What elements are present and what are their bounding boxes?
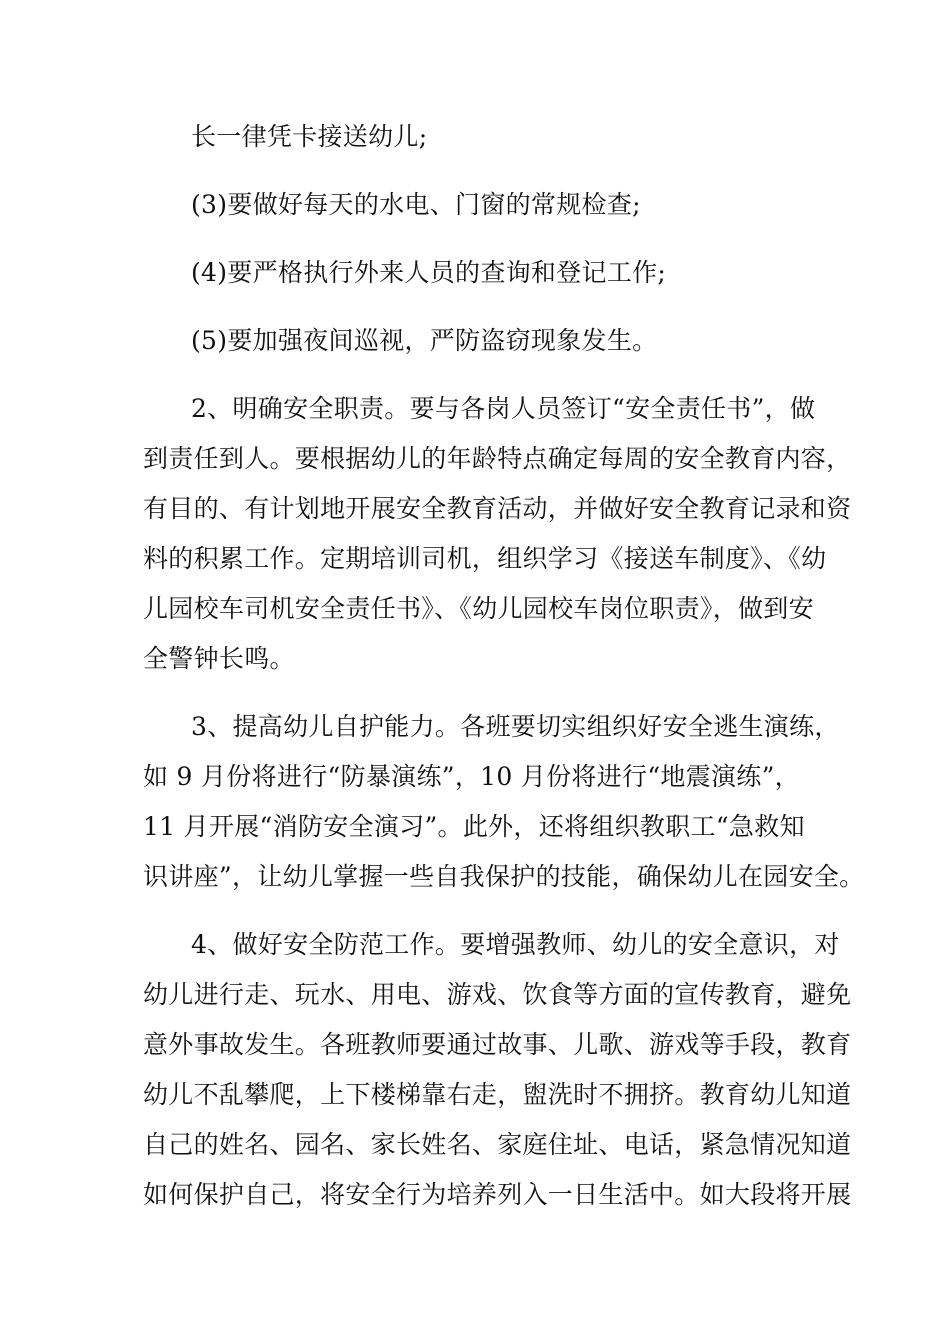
paragraph-2-line-1: 2、明确安全职责。要与各岗人员签订“安全责任书”，做: [191, 394, 816, 423]
list-item-5: (5)要加强夜间巡视，严防盗窃现象发生。: [191, 326, 658, 355]
paragraph-4-line-1: 4、做好安全防范工作。要增强教师、幼儿的安全意识，对: [191, 930, 840, 959]
paragraph-4-line-6: 如何保护自己，将安全行为培养列入一日生活中。如大段将开展: [143, 1180, 852, 1209]
paragraph-2-line-4: 料的积累工作。定期培训司机，组织学习《接送车制度》、《幼: [143, 544, 827, 573]
list-item-4: (4)要严格执行外来人员的查询和登记工作;: [191, 258, 667, 287]
paragraph-4-line-4: 幼儿不乱攀爬，上下楼梯靠右走，盥洗时不拥挤。教育幼儿知道: [143, 1080, 852, 1109]
paragraph-2-line-2: 到责任到人。要根据幼儿的年龄特点确定每周的安全教育内容，: [143, 444, 852, 473]
paragraph-4-line-2: 幼儿进行走、玩水、用电、游戏、饮食等方面的宣传教育，避免: [143, 980, 852, 1009]
paragraph-4-line-3: 意外事故发生。各班教师要通过故事、儿歌、游戏等手段，教育: [143, 1030, 852, 1059]
list-item-3: (3)要做好每天的水电、门窗的常规检查;: [191, 190, 641, 219]
paragraph-4-line-5: 自己的姓名、园名、家长姓名、家庭住址、电话，紧急情况知道: [143, 1130, 852, 1159]
paragraph-3-line-1: 3、提高幼儿自护能力。各班要切实组织好安全逃生演练，: [191, 712, 840, 741]
paragraph-2-line-6: 全警钟长鸣。: [143, 644, 295, 673]
paragraph-3-line-4: 识讲座”，让幼儿掌握一些自我保护的技能，确保幼儿在园安全。: [143, 862, 865, 891]
paragraph-2-line-3: 有目的、有计划地开展安全教育活动，并做好安全教育记录和资: [143, 494, 852, 523]
paragraph-line: 长一律凭卡接送幼儿;: [191, 122, 428, 151]
paragraph-2-line-5: 儿园校车司机安全责任书》、《幼儿园校车岗位职责》，做到安: [143, 594, 814, 623]
paragraph-3-line-2: 如 9 月份将进行“防暴演练”，10 月份将进行“地震演练”，: [143, 762, 800, 791]
document-body: [143, 112, 865, 1220]
paragraph-3-line-3: 11 月开展“消防安全演习”。此外，还将组织教职工“急救知: [143, 812, 805, 841]
